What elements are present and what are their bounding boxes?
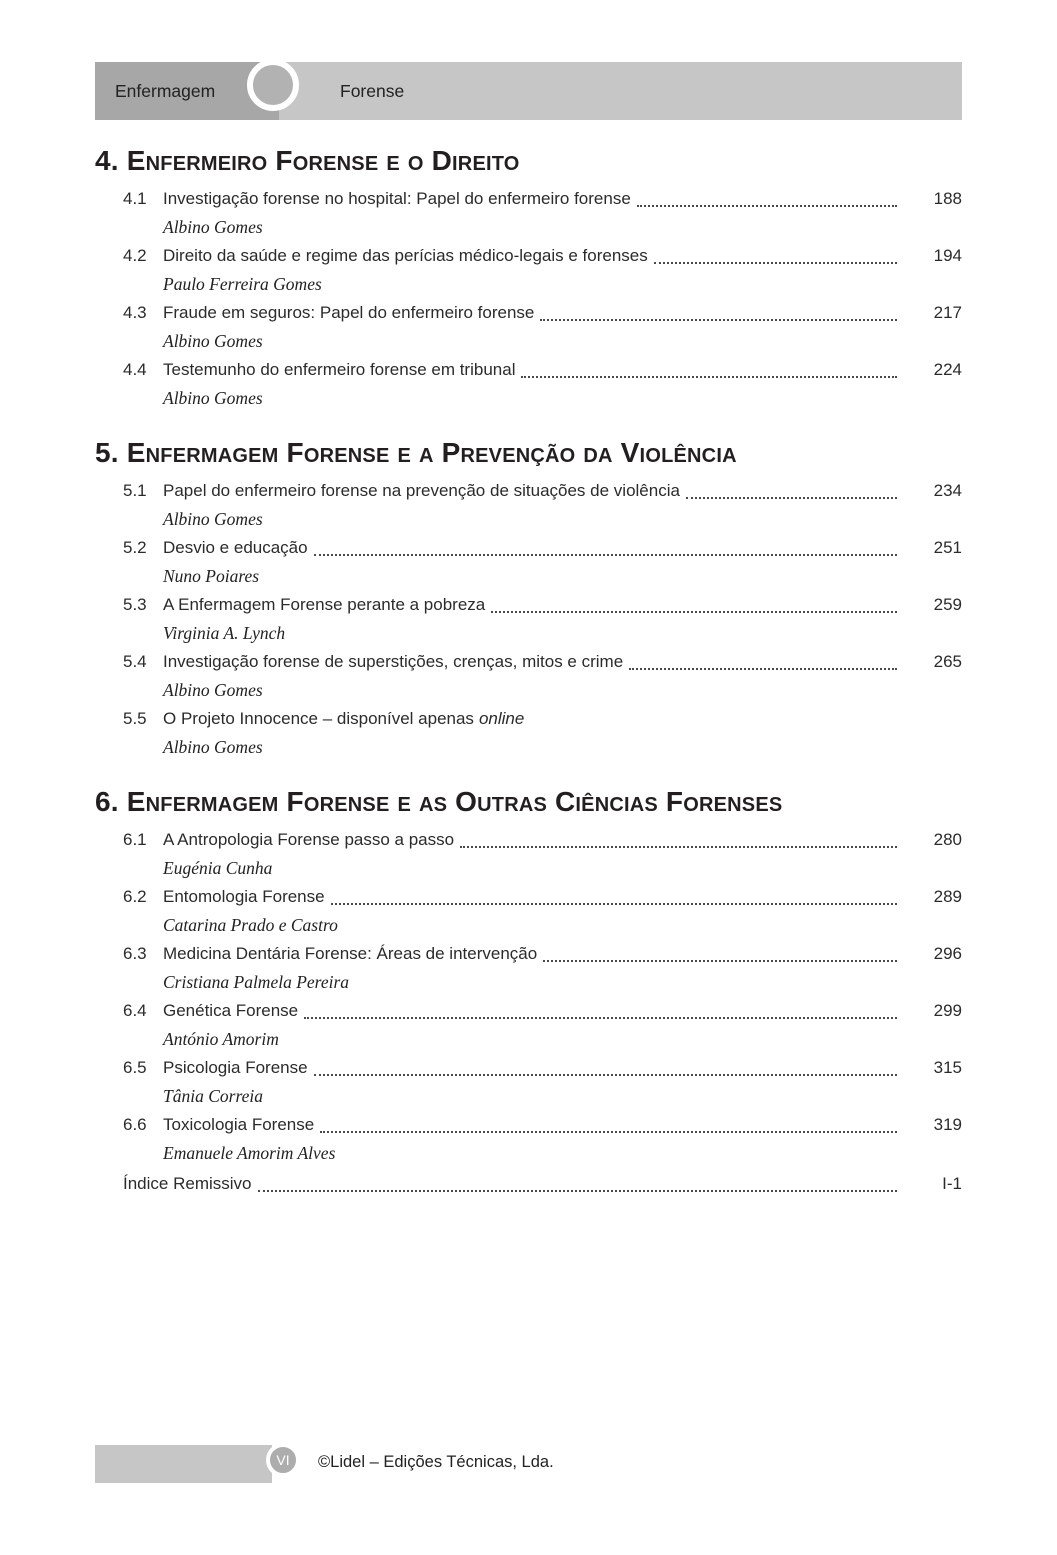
entry-title: A Antropologia Forense passo a passo — [163, 830, 455, 849]
entry-author: Cristiana Palmela Pereira — [163, 972, 350, 992]
toc-section — [95, 144, 962, 412]
entry-author: Eugénia Cunha — [163, 858, 273, 878]
entry-title: Testemunho do enfermeiro forense em tribunal — [163, 360, 516, 379]
dot-leader — [460, 846, 897, 848]
footer-page-badge — [266, 1443, 300, 1477]
entry-author: Tânia Correia — [163, 1086, 263, 1106]
entry-page: 217 — [933, 303, 962, 322]
dot-leader — [314, 554, 897, 556]
entry-number: 6.1 — [123, 830, 147, 849]
entry-page: 315 — [933, 1058, 962, 1077]
section-title: Enfermeiro Forense e o Direito — [126, 145, 520, 176]
dot-leader — [491, 611, 897, 613]
toc-entry — [123, 996, 962, 1053]
entry-line — [123, 1110, 962, 1139]
entry-page: 289 — [933, 887, 962, 906]
footer-publisher: ©Lidel – Edições Técnicas, Lda. — [318, 1453, 554, 1471]
index-entry — [123, 1169, 962, 1198]
dot-leader — [686, 497, 897, 499]
entry-title: Medicina Dentária Forense: Áreas de intervenção — [163, 944, 538, 963]
toc-entry — [123, 476, 962, 533]
toc-entry — [123, 184, 962, 241]
entry-author: Albino Gomes — [163, 217, 263, 237]
section-heading — [95, 144, 962, 178]
toc-section — [95, 785, 962, 1167]
toc-entry — [123, 1053, 962, 1110]
entry-line — [123, 704, 962, 733]
entry-line — [123, 939, 962, 968]
dot-leader — [320, 1131, 897, 1133]
entry-line — [123, 882, 962, 911]
entry-number: 4.1 — [123, 189, 147, 208]
entry-number: 6.5 — [123, 1058, 147, 1077]
entry-page: 194 — [933, 246, 962, 265]
entry-page: 251 — [933, 538, 962, 557]
entry-author: Nuno Poiares — [163, 566, 260, 586]
entry-title: Direito da saúde e regime das perícias médico-legais e forenses — [163, 246, 648, 265]
entry-title: Desvio e educação — [163, 538, 308, 557]
toc-entry — [123, 355, 962, 412]
toc — [0, 144, 1057, 1198]
toc-entry — [123, 298, 962, 355]
entry-line — [123, 476, 962, 505]
entry-line — [123, 533, 962, 562]
entry-line — [123, 298, 962, 327]
entry-number: 4.3 — [123, 303, 147, 322]
section-heading — [95, 436, 962, 470]
entry-line — [123, 647, 962, 676]
entry-title-italic: online — [478, 709, 525, 728]
entry-line — [123, 590, 962, 619]
entry-number: 5.1 — [123, 481, 147, 500]
toc-entry — [123, 939, 962, 996]
header-title-left: Enfermagem — [115, 80, 216, 101]
entry-number: 6.6 — [123, 1115, 147, 1134]
entry-author: Emanuele Amorim Alves — [163, 1143, 336, 1163]
section-heading — [95, 785, 962, 819]
entry-page: 265 — [933, 652, 962, 671]
section-entries — [95, 476, 962, 761]
toc-entry — [123, 825, 962, 882]
entry-number: 6.2 — [123, 887, 147, 906]
entry-line — [123, 1053, 962, 1082]
entry-line — [123, 241, 962, 270]
entry-title: Toxicologia Forense — [163, 1115, 315, 1134]
index-entry-page: I-1 — [942, 1174, 962, 1193]
toc-entry — [123, 241, 962, 298]
toc-entry — [123, 590, 962, 647]
section-number: 5. — [95, 437, 119, 468]
entry-title: A Enfermagem Forense perante a pobreza — [163, 595, 486, 614]
entry-page: 319 — [933, 1115, 962, 1134]
header-circle-ornament — [247, 59, 299, 111]
toc-entry — [123, 1110, 962, 1167]
entry-number: 5.5 — [123, 709, 147, 728]
entry-author: Albino Gomes — [163, 388, 263, 408]
page — [0, 62, 1057, 1471]
section-title: Enfermagem Forense e as Outras Ciências Forenses — [126, 786, 783, 817]
entry-number: 6.4 — [123, 1001, 147, 1020]
entry-author: Albino Gomes — [163, 331, 263, 351]
toc-entry — [123, 533, 962, 590]
entry-number: 6.3 — [123, 944, 147, 963]
entry-page: 234 — [933, 481, 962, 500]
entry-page: 299 — [933, 1001, 962, 1020]
footer-band — [95, 1445, 272, 1483]
dot-leader — [543, 960, 897, 962]
header-title-right: Forense — [340, 80, 405, 101]
entry-author: Albino Gomes — [163, 509, 263, 529]
entry-page: 280 — [933, 830, 962, 849]
toc-entry — [123, 704, 962, 761]
section-entries — [95, 825, 962, 1167]
toc-entry — [123, 647, 962, 704]
entry-author: Virginia A. Lynch — [163, 623, 286, 643]
entry-line — [123, 184, 962, 213]
entry-number: 5.2 — [123, 538, 147, 557]
entry-title: Psicologia Forense — [163, 1058, 308, 1077]
entry-title: Entomologia Forense — [163, 887, 325, 906]
entry-line — [123, 825, 962, 854]
toc-section — [95, 436, 962, 761]
entry-author: Albino Gomes — [163, 680, 263, 700]
entry-title: Genética Forense — [163, 1001, 299, 1020]
page-header — [95, 62, 962, 120]
entry-number: 4.2 — [123, 246, 147, 265]
dot-leader — [629, 668, 897, 670]
entry-title: O Projeto Innocence – disponível apenas — [163, 709, 474, 728]
entry-author: Catarina Prado e Castro — [163, 915, 338, 935]
entry-number: 5.4 — [123, 652, 147, 671]
entry-number: 4.4 — [123, 360, 147, 379]
dot-leader — [314, 1074, 897, 1076]
entry-page: 259 — [933, 595, 962, 614]
entry-author: Albino Gomes — [163, 737, 263, 757]
section-number: 4. — [95, 145, 119, 176]
entry-author: António Amorim — [163, 1029, 279, 1049]
entry-title: Investigação forense no hospital: Papel do enfermeiro forense — [163, 189, 631, 208]
entry-page: 188 — [933, 189, 962, 208]
header-light-segment — [279, 62, 962, 120]
entry-line — [123, 355, 962, 384]
dot-leader — [331, 903, 897, 905]
entry-title: Papel do enfermeiro forense na prevenção de situações de violência — [163, 481, 680, 500]
dot-leader — [637, 205, 897, 207]
toc-entry — [123, 882, 962, 939]
entry-title: Fraude em seguros: Papel do enfermeiro forense — [163, 303, 535, 322]
entry-title: Investigação forense de superstições, crenças, mitos e crime — [163, 652, 624, 671]
entry-author: Paulo Ferreira Gomes — [163, 274, 322, 294]
entry-page: 224 — [933, 360, 962, 379]
entry-number: 5.3 — [123, 595, 147, 614]
section-title: Enfermagem Forense e a Prevenção da Violência — [126, 437, 737, 468]
entry-page: 296 — [933, 944, 962, 963]
section-entries — [95, 184, 962, 412]
dot-leader — [654, 262, 897, 264]
dot-leader — [540, 319, 897, 321]
section-number: 6. — [95, 786, 119, 817]
footer-page-number: VI — [276, 1452, 290, 1468]
dot-leader — [521, 376, 897, 378]
dot-leader — [304, 1017, 897, 1019]
index-entry-title: Índice Remissivo — [123, 1174, 252, 1193]
dot-leader — [258, 1190, 898, 1192]
entry-line — [123, 996, 962, 1025]
